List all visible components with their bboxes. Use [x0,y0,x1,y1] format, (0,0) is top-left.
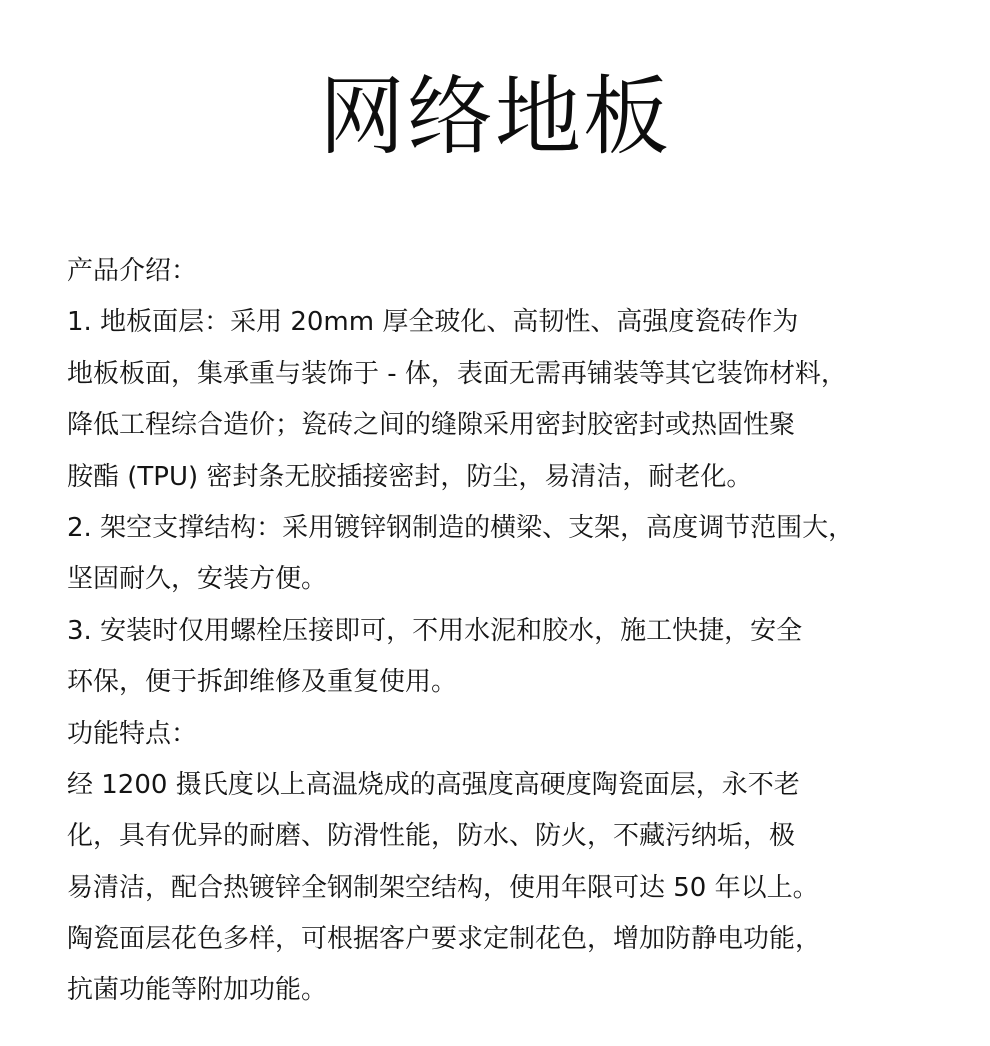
text-line: 地板板面，集承重与装饰于 - 体，表面无需再铺装等其它装饰材料， [67,358,847,389]
text-line: 陶瓷面层花色多样，可根据客户要求定制花色，增加防静电功能， [67,924,822,955]
text-line: 1. 地板面层：采用 20mm 厚全玻化、高韧性、高强度瓷砖作为 [67,307,799,338]
text-line: 坚固耐久，安装方便。 [67,564,328,595]
text-line: 经 1200 摄氏度以上高温烧成的高强度高硬度陶瓷面层，永不老 [67,769,800,800]
text-line: 易清洁，配合热镀锌全钢制架空结构，使用年限可达 50 年以上。 [67,872,819,903]
text-line: 化，具有优异的耐磨、防滑性能，防水、防火，不藏污纳垢，极 [67,821,796,852]
page-title: 网络地板 [319,67,671,167]
section-heading-intro: 产品介绍： [67,256,198,286]
section-heading-features: 功能特点： [67,718,198,749]
text-line: 抗菌功能等附加功能。 [67,975,328,1006]
text-line: 环保，便于拆卸维修及重复使用。 [67,667,458,698]
text-line: 2. 架空支撑结构：采用镀锌钢制造的横梁、支架，高度调节范围大， [67,512,855,543]
product-description [67,246,947,1017]
text-line: 3. 安装时仅用螺栓压接即可，不用水泥和胶水，施工快捷，安全 [67,615,803,646]
text-line: 降低工程综合造价；瓷砖之间的缝隙采用密封胶密封或热固性聚 [67,410,796,441]
text-line: 胺酯 (TPU) 密封条无胶插接密封，防尘，易清洁，耐老化。 [67,461,753,492]
